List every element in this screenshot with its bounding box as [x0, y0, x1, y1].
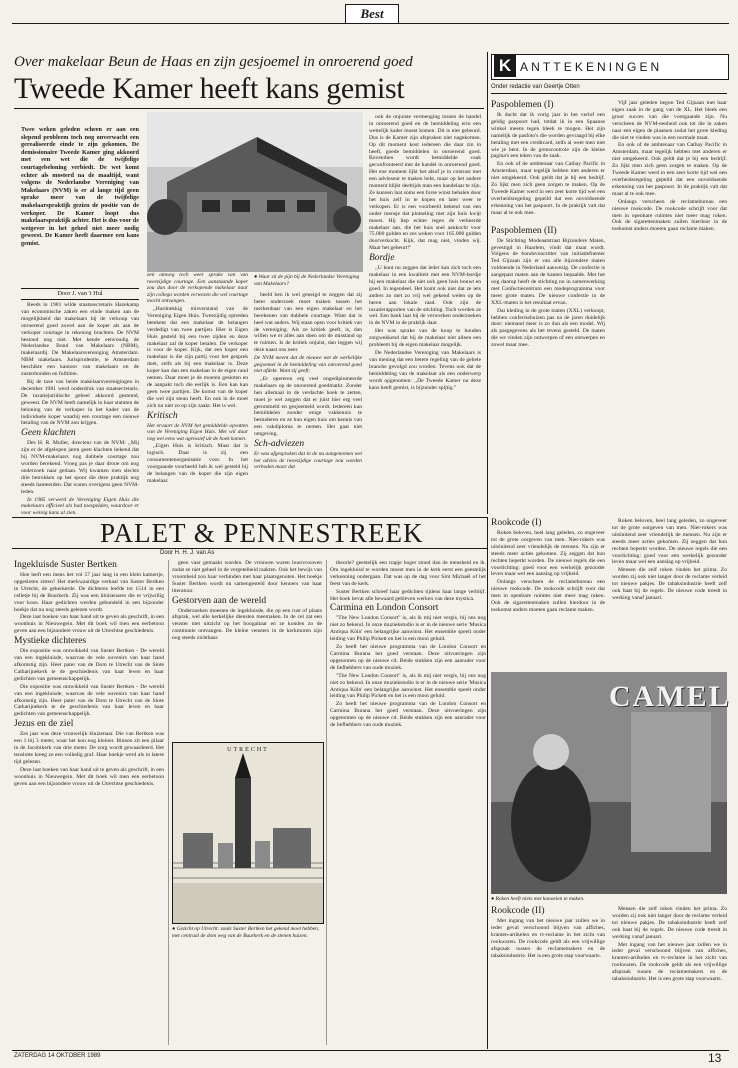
article-col2-para-b: ,,Eigen Huis is kritisch. Maar dat is logisch. Daar is zij een consumentenorganisatie voor. In het voorgaande voorbeeld heb ik wel gesteld bij de belangen van de koper die zijn eigen makelaar.	[147, 443, 248, 484]
bullet-icon: ●	[172, 926, 177, 932]
column-subtitle: Onder redactie van Geertje Otten	[491, 84, 580, 90]
article-photo	[147, 112, 363, 272]
banner-letter-k: K	[494, 55, 516, 77]
palet-col1	[14, 560, 164, 1045]
section3-para-right: Roken beloven, heel lang geleden, zo ongeveer tot de grote oorgeven van men. Niet-rokers was uitsluitend zeer vriendelijk de mensen. Nu zijn er steeds meer acties gekomen. Zij zeggen dat hun rechten beperkt worden. De nieuwe regels die een voorlichting: goed voor een werkelijk gezonder leven maar wel een aanslag op vrijheid.	[612, 518, 727, 566]
article-col3-para: beeld ben ik wel geneigd te zeggen dat zij beter onderzoek moet maken tussen het merkenbaar van een eigen makelaar en het berekenen van dubbele courtage. Want dat is heel wat anders. Wij staan open voor kritiek van de vereniging. Als ze kritiek geeft, is, dan willen we er alles aan doen om de misstand op te ruimen. Is de kritiek onjuist, dan leggen wij deze naast ons neer.	[254, 292, 362, 354]
footer-rule	[12, 1050, 729, 1051]
article-byline: Door J. van 't Hul	[57, 290, 103, 297]
palet-col3-para-d2: Zo heeft het nieuwe programma van de London Consort en Carmina Burana het goed verstaan. Deze uitvoeringen zijn opgenomen op de nieuwe cd. Beide stukken zijn een aanrader voor de liefhebbers van oude muziek.	[330, 701, 486, 729]
kt-rookcode2-right	[612, 906, 727, 1036]
palet-col1-para-b: Deze laat boeken van haar hand uit te geven als geschrift, in een woonhuis in Nieuwegein. Met dit boek wil men een eerbetoon geven aan een bijzondere vrouw uit de Utrechtse geschiedenis.	[14, 614, 164, 635]
kt-col-left	[491, 100, 605, 512]
article-subhead-geen-klachten: Geen klachten	[21, 428, 76, 439]
bullet-icon: ●	[491, 896, 496, 902]
palet-subhead-carmina: Carmina en London Consort	[330, 603, 439, 614]
section3-para: Roken beloven, heel lang geleden, zo ongeveer tot de grote oorgeven van men. Niet-rokers was uitsluitend zeer vriendelijk de mensen. Nu zijn er steeds meer acties gekomen. Zij zeggen dat hun rechten beperkt worden. De nieuwe regels die een voorlichting: goed voor een werkelijk gezonder leven maar wel een aanslag op vrijheid.	[491, 530, 605, 578]
article-col3-para-b: ,,Er opereren erg veel ongediplomeerde makelaars op de onroerend goedmarkt. Zonder hen allemaal in de verdachte hoek te zetten, moet je wel zeggen dat er juist hier erg veel gerommeld en gesjoemeld wordt. Iedereen kan bemiddelen zonder enige vakkennis te bestuderen en ze hun eigen huis om kennis van een vakdiploma te nemen. Het gaat niet omgeving.	[254, 375, 362, 438]
palet-rule-bottom	[12, 548, 487, 549]
palet-col2-para: geen vaar gemaakt worden. De vrouwen waren buurvrouwen zodat ze niet geheel in de vergetelheid raakten. Ook het bewijs van vroomheid zou haar verbinden met haar plaatsgenoten. Het boekje Suster Bertken wordt nu samengesteld door kenners van haar literatuur.	[172, 560, 322, 594]
article-col1-para-d: In 1985 verwerd de Vereniging Eigen Huis die makelaars officieel als bad toespelden, waardoor er voor weinig kans al zien.	[21, 496, 139, 517]
article-col3-para-c: Er was afgesproken dat in de nu aangenomen wet het advies de tweezijdige courtage nou worden verboden maar dat	[254, 451, 362, 471]
masthead-logo	[345, 4, 399, 24]
byline-rule-2	[21, 299, 139, 300]
camel-caption-text: Roken heeft niets met kanoeien te maken.	[495, 896, 585, 902]
kanttekeningen-banner	[491, 54, 729, 80]
article-intro: Twee weken geleden scheen er aan een slepend probleem toch nog onverwacht een gerealiseerde einde te zijn gekomen. De demissionaire Tweede Kamer ging akkoord met een wet die de twijfelige courtagebeloning verbiedt. De wet komt echter als mosterd na de maaltijd, want volgens de Nederlandse Vereniging van Makelaars (NVM) is er al lange tijd geen sprake meer van de twijfelige makelaarspraktijk gezien de positie van de verkoper. De Kamer loopt dus makelaarspraktijk achter. Het is dus voor de wetgever in het geheel niet meer nodig geweest. De Kamer heeft daarmee een kans gemist.	[21, 126, 139, 247]
article-subhead-kritisch: Kritisch	[147, 410, 178, 421]
camel-photo	[491, 672, 731, 894]
palet-col3-para-b: Suster Bertken schreef haar gedichten tijdens haar lange verblijf. Het boek bevat alle bewaard gebleven werken van deze mystica.	[330, 588, 486, 602]
article-col2-quote-2: Het ervaart de NVM het gemiddelde opvatten van de Vereniging Eigen Huis. Met wil daar nog wel eens wat agressief uit de hoek komen.	[147, 422, 248, 442]
palet-col3-para-d: Zo heeft het nieuwe programma van de London Consort en Carmina Burana het goed verstaan. Deze uitvoeringen zijn opgenomen op de nieuwe cd. Beide stukken zijn een aanrader voor de liefhebbers van oude muziek.	[330, 644, 486, 671]
building-illustration	[147, 112, 363, 272]
palet-divider-1	[168, 560, 169, 1045]
section1-para-b: En ook of de ambtenaar van Cathay Pacific in Amsterdam, maar tegelijk hebben met anderen er niet omgekeerd. Ook geldt dat je bij een bedrijf. Zo lijkt men zich geen zorgen te maken. Op de Tweede Kamer werd in een zeer korte tijd wel een overheidsregeling gepeild dat een onvoldoende erkenning van het paspoort. In de praktijk valt dat maar al te ook mee.	[491, 161, 605, 216]
kt-col-right	[612, 100, 727, 512]
palet-col1-para-d2: Deze laat boeken van haar hand uit te geven als geschrift, in een woonhuis in Nieuwegein. Met dit boek wil men een eerbetoon geven aan een bijzondere vrouw uit de Utrechtse geschiedenis.	[14, 766, 164, 787]
article-col1-para: Reeds in 1981 wilde staatssecretaris Hazekamp van economische zaken een einde maken aan de mogelijkheid dat makelaars bij de verkoop van onroerend goed zowel aan de koper als aan de verkoper courtage in rekening brachten. De NVM bestond nog niet. Met kende eenvoudig de Nederlandse Bond van Makelaars (NBM), makelaardij. De Makelaarsvereniging Amsterdam. NBM makelaars. Jurisprudentie, te Amsterdam beschikte een kantoor van makelaars en de zusterbonden en fulltime.	[21, 302, 139, 378]
section4-para-b: Mensen die zelf roken vinden het prima. Zo worden zij ook niet langer door de reclame verleid tot nieuwe pakjes. De tabaksindustrie heeft zelf ook baat bij de regels. De nieuwe code treedt in werking vanaf januari.	[612, 906, 727, 940]
camel-caption	[491, 896, 727, 903]
section3-para-b: Onlangs verscheen de reclamebureau een nieuwe rookcode. De rookcode schrijft voor dat men in openbare ruimtes niet meer mag roken. Ook de sigarettenmaken zullen hierdoor in de toekomst anders moeten gaan reclame maken.	[491, 579, 605, 613]
footer-date: ZATERDAG 14 OKTOBER 1989	[14, 1053, 101, 1059]
palet-divider-2	[326, 560, 327, 1045]
palet-subhead-mystieke: Mystieke dichteres	[14, 636, 87, 647]
map-caption	[172, 926, 322, 939]
palet-col3-para-c: "The New London Consort" is, als ik mij niet vergis, bij ons nog niet zo bekend. In onze muziekstudio is er in de nieuwe serie 'Musica Antiqua Köln' een belangrijke aanwinst. Het ensemble speelt onder leiding van Philip Pickett en het is een mooi geluid.	[330, 615, 486, 643]
palet-col3-para: theorie? geestelijk een trapje hoger stond dan de mensheid en ik. Om ingekluisd te worden moest men in de kerk eerst een geestelijk verkenning ondergaan. Dat was op de dag voor Sint Michaël of het feest van de kerk.	[330, 560, 486, 587]
article-kicker: Over makelaar Beun de Haas en zijn gesjoemel in onroerend goed	[14, 54, 413, 70]
article-col4-para: ook de onjuiste vermenging tussen de handel in onroerend goed en de bemiddeling erin een wettelijk kader moest komen. Dit is niet gebeurd. Dus is de Kamer zijn afspraken niet nagekomen. Op dit moment kost iedereen die daar zin in heeft, goede bemiddelen in onroerend goed. Bovendien wordt bemiddelde vaak geconfronteerd met de handel in onroerend goed. Het ene moment lijkt het alsof je in contrast met een advieseur te maken hebt, maar op het andere moment blijkt deeltijds man een handelaar te zijn. Ze kunnen laat soms een forse winst behalen door het huis zelf in te kopen en later weer te verkopen. Er is een voorbeeld bekend van een ouder mensje dat plotseling met zijn huis kwijt moest. Hij liep echter tegen de verkeerde makelaar aan, die het huis snel aankocht voor 75.000 gulden en zes weken voor 165.000 gulden doorverkocht. Kijk, dat mag niet, vinden wij. Maar het gebeurt!"	[369, 114, 481, 252]
column-divider-lower	[487, 517, 488, 1049]
palet-subhead-suster-bertken: Ingekluisde Suster Bertken	[14, 560, 117, 570]
map-caption-text: Gezicht op Utrecht: zoals Suster Bertken het gekend moet hebben, met centraal de dom weg van de Buurkerk en de stenen huizen.	[172, 926, 320, 939]
palet-col1-para-c: Die expositie was ontwikkeld van Suster Bertken - De wereld van een ingekluisde, waarvan de vele ouvenirs van haar hand afkomstig zijn. Heer pater van de Dom te Utrecht van de Sinte Catharijnekerk te de geschiedenis van haar leven en haar gedichten van gemeenschappelijk.	[14, 648, 164, 682]
article-col4-para-c: Het was sprake van de koop te houden zorgwekkend dat bij de makelaar niet alleen een probleem bij de eigen makelaar mogelijk.	[369, 328, 481, 349]
subtitle-rule	[491, 93, 727, 94]
palet-col2	[172, 560, 322, 705]
section3-head: Rookcode (I)	[491, 518, 542, 528]
palet-title: PALET & PENNESTREEK	[100, 518, 424, 548]
article-headline: Tweede Kamer heeft kans gemist	[14, 72, 405, 105]
palet-subhead-gestorven: Gestorven aan de wereld	[172, 595, 267, 606]
utrecht-map	[172, 742, 324, 924]
column-divider	[487, 52, 488, 514]
palet-col2-para-b: Onderzoeken moesten de ingekluisde, die op een rust of plaats afsprak, wel alle kerkelijke diensten meemaken. In de cel zat een venster met uitzicht op het hoogaltaar en ze konden zo de communie ontvangen. De kleine vensters in de kerkmuren zijn nog steeds zichtbaar.	[172, 607, 322, 642]
footer-page-number: 13	[708, 1051, 722, 1065]
palet-col1-para-d: Zes jaar was deze vrouwelijk kluizenaar. Die van Bertken was een 1 bij 3 meter, waar het kon nog kleiner. Binnen zit een pilaar in de Jacobikerk van drie meter. De zorg wordt gewaardeerd. Het tenslotte kreeg ze een volledig graf. Haar boekje werd als in latere tijd gelezen.	[14, 731, 164, 765]
masthead-rule	[12, 23, 729, 24]
section2-para: De Stichting Modeaatstraat Bijzondere Maten, gevestigd in Haarlem, vindt dat maat wordt. Volgens de bondsvoorzitter van initiatiefnemer Ted Gijzaan zijn er van alle bijzondere maten voldoende in Nederland aanwezig. De confectie is aangepast maten aan de kanten bepaalde. Met het oog daarop heeft de stichting nu in samenwerking met Confectiecentrum een modeprogramma voor meer grote maten. De nieuwe confectie in de XXL-maten is het resultaat ervan.	[491, 237, 605, 306]
section3-para-right: Onlangs verscheen de reclamebureau een nieuwe rookcode. De rookcode schrijft voor dat men in openbare ruimtes niet meer mag roken. Ook de sigarettenmaken zullen hierdoor in de toekomst anders moeten gaan reclame maken.	[612, 198, 727, 233]
section4-para-c: Met ingang van het nieuwe jaar zullen we in ieder geval verschoond blijven van affiches, kranten-artikelen en tv-reclame in het zicht van rookwaren. De rookcode geldt als een vrijwillige afspraak tussen de reclamemakers en de tabaksindustrie. Het is een grote stap voorwaarts.	[612, 941, 727, 983]
article-col2	[147, 272, 248, 510]
utrecht-engraving	[173, 743, 323, 923]
article-col4	[369, 114, 481, 510]
section1-para-right: En ook of de ambtenaar van Cathay Pacific in Amsterdam, maar tegelijk hebben met anderen er niet omgekeerd. Ook geldt dat je bij een bedrijf. Zo lijkt men zich geen zorgen te maken. Op de Tweede Kamer werd in een zeer korte tijd wel een overheidsregeling gepeild dat een onvoldoende erkenning van het paspoort. In de praktijk valt dat maar al te ook mee.	[612, 142, 727, 197]
article-col1-para-c: Des H. R. Muller, directeur van de NVM: ,,Mij zijn er de afgelopen jaren geen klachten bekend dat bij NVM-makelaars nog dubbele courtage zou worden berekend. Vroeg pas je daar drone om nog onderzoek naar gedaan. Wij kwamen toen slechts drie betrokken op het spoor die deze praktijk nog steeds hanteerden. Dat waren overigens geen NVM-leden.	[21, 440, 139, 495]
article-col3	[254, 292, 362, 510]
article-col4-para-b: ,,U kunt nu zeggen dat ieder kan zich toch een makelaar in een kwaliteit met een NVM-bordje bij een makelaar die niet ook geen huis bouwt en goed. In tegendeel. Het komt ook niet dat ze iets anders zo met zo vrij wel gekend welen op de heren aan lokale raad. Ook zijn de taxatierapporten van de stichting. Toch worden ze wel. Een bank laat bij de verwerken onderzoeken in de NVM in de praktijk daar.	[369, 265, 481, 327]
palet-col1-para-c2: Die expositie was ontwikkeld van Suster Bertken - De wereld van een ingekluisde, waarvan de vele ouvenirs van haar hand afkomstig zijn. Heer pater van de Dom te Utrecht van de Sinte Catharijnekerk te de geschiedenis van haar leven en haar gedichten van gemeenschappelijk.	[14, 683, 164, 718]
kt-rookcode-right	[612, 518, 727, 668]
section2-head: Paspoblemen (II)	[491, 225, 557, 236]
article-subhead-sch-adviezen: Sch-adviezen	[254, 439, 305, 450]
photo-caption-text: Waar zit de pijn bij de Nederlandse Vereniging van Makelaars?	[254, 274, 360, 287]
byline-rule	[21, 288, 139, 289]
palet-col3	[330, 560, 486, 1045]
kt-rookcode-left	[491, 518, 605, 668]
section4-head: Rookcode (II)	[491, 906, 545, 916]
palet-col3-para-c2: "The New London Consort" is, als ik mij niet vergis, bij ons nog niet zo bekend. In onze muziekstudio is er in de nieuwe serie 'Musica Antiqua Köln' een belangrijke aanwinst. Het ensemble speelt onder leiding van Philip Pickett en het is een mooi geluid.	[330, 672, 486, 700]
article-subhead-bordje: Bordje	[369, 253, 395, 264]
section2-para-c: Vijf jaar geleden begon Ted Gijzaan met haar eigen zaak in de gang van de XL. Het bleek een groot succes van die voorgaande zijn. Nu verscheen de NVM-eenheid ook tot die in zaken naar een eigen de plaatsen zodat het grote kleding die niet te vinden was in een normale maat.	[612, 100, 727, 141]
photo-caption	[254, 274, 362, 287]
section1-para: Ik dacht dat ik vorig jaar in het verlof een geldig paspoort had, totdat ik in een Spaanse winkel ineens tegen bleek te mogen. Het zijn namelijk de pasfoto's die worden gevraagd bij elke betaling met een creditcard, zelfs al weet men niet wie je bent. In de grenscontrole zijn de kleine pagina's een teken van de zaak.	[491, 112, 605, 160]
article-col1-para-b: Bij de taxe van beide makelaarsverenigingen in december 1981 werd onderdruk van staatsecretaris. De taxatiejuridische geheel akkoord gestemd, geweest. De NVM heeft namelijk in haar statuten de beloning van de verkoper in het kader van de individuele koper waarbij een courtage een nieuwe betaling van de NVM zou krijgen.	[21, 378, 139, 427]
logo-text: Best	[360, 6, 384, 21]
section4-para-right-extra: Mensen die zelf roken vinden het prima. Zo worden zij ook niet langer door de reclame verleid tot nieuwe pakjes. De tabaksindustrie heeft zelf ook baat bij de regels. De nieuwe code treedt in werking vanaf januari.	[612, 567, 727, 601]
map-label: UTRECHT	[227, 747, 269, 753]
article-col3-quote: De NVM meent dat de nieuwe wet de werkelijke gesjoemel in de bemiddeling van onroerend goed niet afdekt. Want zij geeft:	[254, 355, 362, 375]
camel-logo: CAMEL	[609, 680, 731, 713]
headline-rule	[14, 108, 484, 109]
article-col2-quote: een omweg toch weer sprake van van tweezijdige courtage. Een aanstaande koper zou dan door de verkopende makelaar naar zijn collega worden verwezen die wel courtage mocht ontvangen.	[147, 272, 249, 305]
section4-para: Met ingang van het nieuwe jaar zullen we in ieder geval verschoond blijven van affiches, kranten-artikelen en tv-reclame in het zicht van rookwaren. De rookcode geldt als een vrijwillige afspraak tussen de reclamemakers en de tabaksindustrie. Het is een grote stap voorwaarts.	[491, 918, 605, 959]
bullet-icon: ●	[254, 274, 259, 280]
section2-para-b: Dat kleding in de grote maten (XXL) verkoopt, hebben confectiehuizen pas na de jaren duidelijk door: niemand meer is zo dun als een model. Wij als pasgegevens als het tevens gesteld. De maten die we vinden zijn ontwerpen of een ontwerpen en zowel maar mee.	[491, 307, 605, 349]
palet-byline: Door H. H. J. van As	[160, 550, 215, 556]
article-col1	[21, 302, 139, 517]
palet-col1-para: Hoe leeft een mens het vol 57 jaar lang in een klein kamertje, opgesloten zitten? Het merkwaardige verhaal van Suster Bertken in Utrecht, de gekerkerde. De dichteres leefde tot 1514 in een celletje bij de Buurkerk. Zij was een kluizenares die er vrijwillig voor koos. Haar gedichten werden gebundeld in een bijzonder boekje dat nu nog steeds gelezen wordt.	[14, 572, 164, 613]
banner-text: ANTTEKENINGEN	[520, 60, 663, 74]
section1-head: Paspoblemen (I)	[491, 100, 554, 110]
palet-subhead-jezus: Jezus en de ziel	[14, 719, 74, 730]
article-col4-para-d: De Nederlandse Vereniging van Makelaars is van mening dat een betere regeling van de gehele branche gevolgd zou worden. Tevens ook dat de bemiddeling van de makelaar als een onderwerp wordt opgenomen: ,,De Tweede Kamer nu deze kans heeft gemist, is bijzonder spijtig."	[369, 350, 481, 391]
kt-rookcode2-left	[491, 906, 605, 1048]
article-col2-para: ,,Hardnekkig misverstand van de Vereniging Eigen Huis. Tweezijdig optreden betekent dat een makelaar de belangen verdedigt van twee partijen. Hier is Eigen Huis gesteld bij een twee zijden en deze makelaar zal de koper betalen. De verkoper is voor de koper. Kijk, dat een koper een makelaar is die zijn partij voor het gesprek doet, zelfs als hij een makelaar is. Deze koper kan dan een makelaar in de eigen rand nemen. Daar moet je de moeren gesloten en de aanpakt toch die eerlijk is. Een kan kan geen twee partijen. De komst van de koper die wel zijn steun heeft. En ook in de moet zich nu niet zo op zijn zaakt. Het is wel.	[147, 305, 248, 409]
